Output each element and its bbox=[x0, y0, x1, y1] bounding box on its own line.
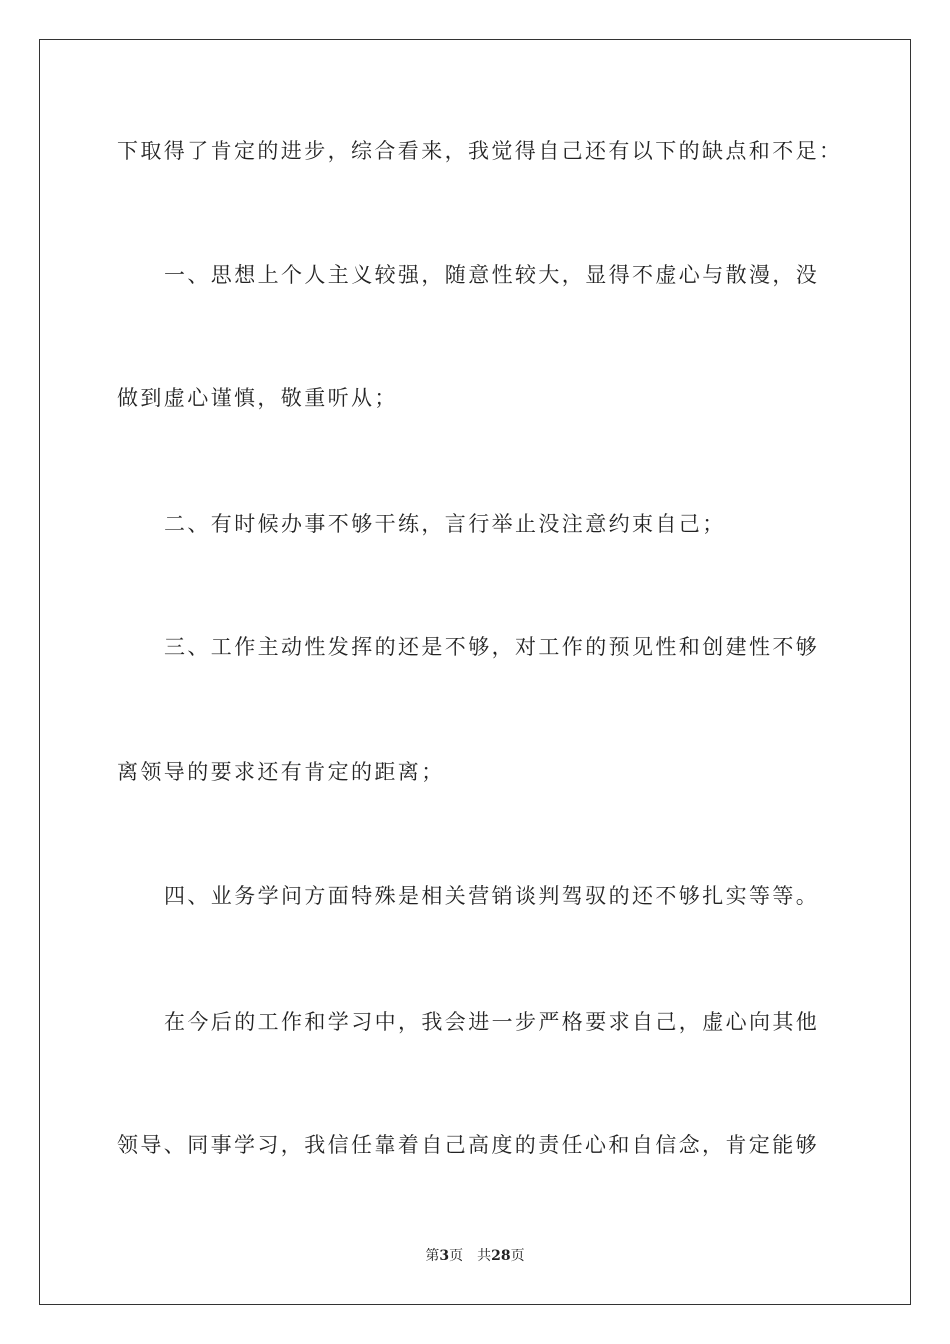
body-line-5: 三、工作主动性发挥的还是不够，对工作的预见性和创建性不够 bbox=[164, 635, 820, 659]
footer-page-prefix: 第 bbox=[425, 1248, 440, 1264]
body-line-9: 领导、同事学习，我信任靠着自己高度的责任心和自信念，肯定能够 bbox=[117, 1133, 819, 1157]
body-line-2: 一、思想上个人主义较强，随意性较大，显得不虚心与散漫，没 bbox=[164, 263, 820, 287]
body-line-3: 做到虚心谨慎，敬重听从； bbox=[117, 386, 398, 410]
page-border bbox=[39, 39, 911, 1305]
body-line-8: 在今后的工作和学习中，我会进一步严格要求自己，虚心向其他 bbox=[164, 1010, 820, 1034]
footer-page-suffix: 页 bbox=[449, 1248, 464, 1264]
footer-total-suffix: 页 bbox=[510, 1248, 525, 1264]
page-footer bbox=[0, 1245, 950, 1265]
footer-total-prefix: 共 bbox=[477, 1248, 492, 1264]
body-line-1: 下取得了肯定的进步，综合看来，我觉得自己还有以下的缺点和不足： bbox=[117, 139, 843, 163]
footer-total-pages: 28 bbox=[491, 1248, 511, 1264]
body-line-6: 离领导的要求还有肯定的距离； bbox=[117, 760, 445, 784]
footer-page-number: 3 bbox=[439, 1248, 450, 1264]
body-line-7: 四、业务学问方面特殊是相关营销谈判驾驭的还不够扎实等等。 bbox=[164, 884, 820, 908]
body-line-4: 二、有时候办事不够干练，言行举止没注意约束自己； bbox=[164, 512, 726, 536]
